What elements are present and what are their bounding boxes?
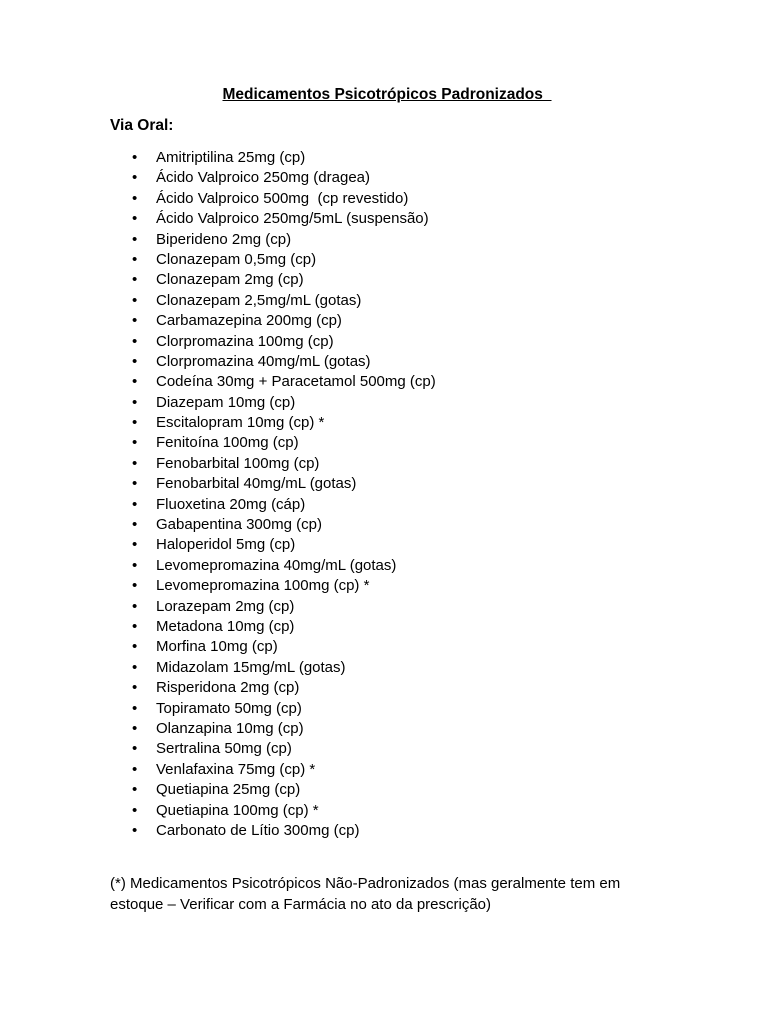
medication-label: Clonazepam 2mg (cp) [156,271,304,289]
medication-label: Morfina 10mg (cp) [156,638,278,656]
medication-label: Ácido Valproico 500mg (cp revestido) [156,189,409,207]
bullet-icon: • [132,679,138,697]
list-item [110,576,436,596]
medication-label: Lorazepam 2mg (cp) [156,597,295,615]
list-item [110,189,436,209]
list-item [110,495,436,515]
medication-label: Gabapentina 300mg (cp) [156,516,322,534]
bullet-icon: • [132,617,138,635]
bullet-icon: • [132,821,138,839]
medication-label: Haloperidol 5mg (cp) [156,536,296,554]
medication-label: Midazolam 15mg/mL (gotas) [156,658,346,676]
medication-label: Fenitoína 100mg (cp) [156,434,299,452]
list-item [110,311,436,331]
list-item [110,352,436,372]
list-item [110,821,436,841]
bullet-icon: • [132,210,138,228]
bullet-icon: • [132,230,138,248]
bullet-icon: • [132,577,138,595]
medication-label: Fluoxetina 20mg (cáp) [156,495,306,513]
medication-label: Diazepam 10mg (cp) [156,393,296,411]
list-item [110,291,436,311]
list-item [110,270,436,290]
list-item [110,168,436,188]
list-item [110,535,436,555]
list-item [110,699,436,719]
list-item [110,230,436,250]
bullet-icon: • [132,414,138,432]
medication-label: Sertralina 50mg (cp) [156,740,292,758]
medication-label: Clorpromazina 40mg/mL (gotas) [156,352,371,370]
list-item [110,678,436,698]
bullet-icon: • [132,250,138,268]
list-item [110,780,436,800]
list-item [110,393,436,413]
bullet-icon: • [132,312,138,330]
list-item [110,332,436,352]
medication-label: Quetiapina 25mg (cp) [156,781,301,799]
medication-label: Olanzapina 10mg (cp) [156,719,304,737]
medication-label: Ácido Valproico 250mg/5mL (suspensão) [156,210,429,228]
list-item [110,433,436,453]
medication-label: Fenobarbital 100mg (cp) [156,454,320,472]
medication-label: Carbonato de Lítio 300mg (cp) [156,821,360,839]
bullet-icon: • [132,658,138,676]
list-item [110,148,436,168]
list-item [110,556,436,576]
bullet-icon: • [132,719,138,737]
list-item [110,209,436,229]
list-item [110,739,436,759]
list-item [110,719,436,739]
medication-label: Quetiapina 100mg (cp) * [156,801,319,819]
list-item [110,474,436,494]
medication-label: Ácido Valproico 250mg (dragea) [156,169,371,187]
bullet-icon: • [132,434,138,452]
list-item [110,454,436,474]
list-item [110,597,436,617]
bullet-icon: • [132,169,138,187]
medication-label: Risperidona 2mg (cp) [156,679,300,697]
bullet-icon: • [132,801,138,819]
bullet-icon: • [132,332,138,350]
document-title: Medicamentos Psicotrópicos Padronizados [222,86,552,103]
bullet-icon: • [132,638,138,656]
medication-list [110,148,436,841]
bullet-icon: • [132,781,138,799]
list-item [110,760,436,780]
medication-label: Metadona 10mg (cp) [156,617,295,635]
medication-label: Levomepromazina 40mg/mL (gotas) [156,556,397,574]
bullet-icon: • [132,516,138,534]
medication-label: Clonazepam 0,5mg (cp) [156,250,317,268]
bullet-icon: • [132,454,138,472]
list-item [110,250,436,270]
bullet-icon: • [132,556,138,574]
list-item [110,372,436,392]
list-item [110,801,436,821]
bullet-icon: • [132,291,138,309]
medication-label: Codeína 30mg + Paracetamol 500mg (cp) [156,373,436,391]
medication-label: Fenobarbital 40mg/mL (gotas) [156,475,357,493]
bullet-icon: • [132,760,138,778]
medication-label: Levomepromazina 100mg (cp) * [156,577,370,595]
medication-label: Escitalopram 10mg (cp) * [156,414,325,432]
bullet-icon: • [132,271,138,289]
medication-label: Clorpromazina 100mg (cp) [156,332,334,350]
bullet-icon: • [132,699,138,717]
medication-label: Venlafaxina 75mg (cp) * [156,760,316,778]
bullet-icon: • [132,495,138,513]
medication-label: Biperideno 2mg (cp) [156,230,292,248]
list-item [110,617,436,637]
bullet-icon: • [132,373,138,391]
bullet-icon: • [132,189,138,207]
bullet-icon: • [132,149,138,166]
list-item [110,658,436,678]
list-item [110,413,436,433]
bullet-icon: • [132,536,138,554]
list-item [110,637,436,657]
medication-label: Clonazepam 2,5mg/mL (gotas) [156,291,362,309]
bullet-icon: • [132,352,138,370]
bullet-icon: • [132,597,138,615]
section-heading-via-oral: Via Oral: [110,117,174,134]
list-item [110,515,436,535]
bullet-icon: • [132,740,138,758]
medication-label: Amitriptilina 25mg (cp) [156,149,306,166]
medication-label: Topiramato 50mg (cp) [156,699,302,717]
medication-label: Carbamazepina 200mg (cp) [156,312,342,330]
footnote: (*) Medicamentos Psicotrópicos Não-Padronizados (mas geralmente tem em estoque – Verificar com a Farmácia no ato da prescrição) [110,875,621,913]
bullet-icon: • [132,393,138,411]
bullet-icon: • [132,475,138,493]
